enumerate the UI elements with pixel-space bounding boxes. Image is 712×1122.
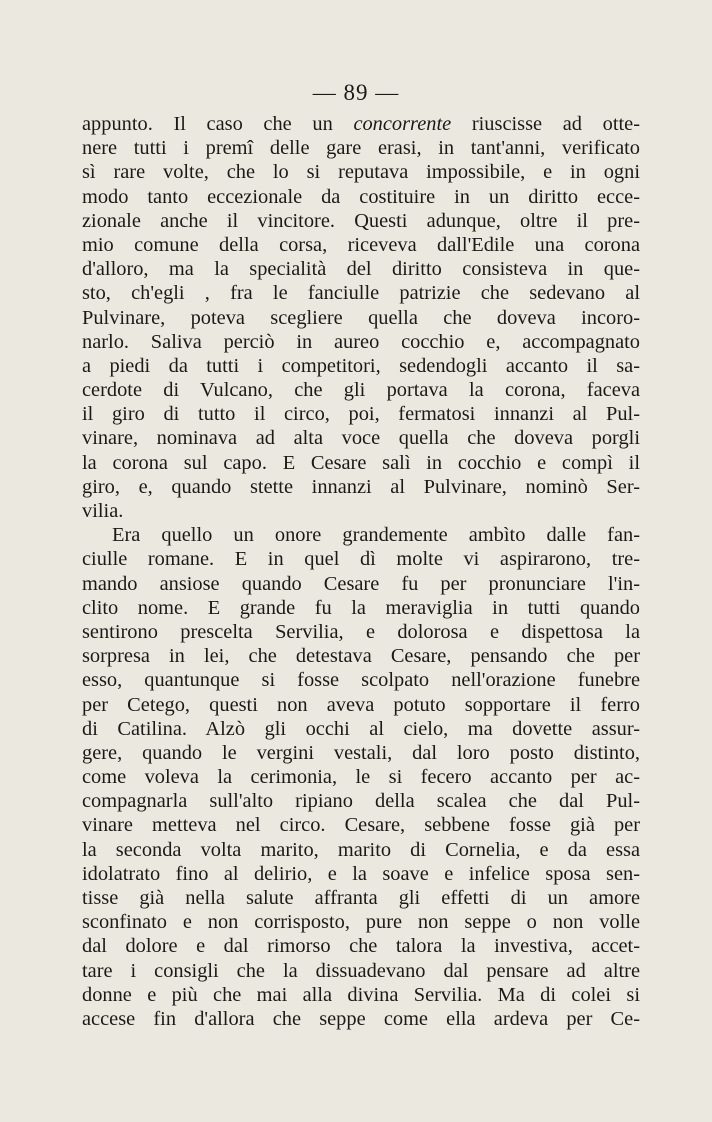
- italic-word: concorrente: [353, 113, 452, 135]
- text-line: sì rare volte, che lo si reputava impossibile, e in ogni: [82, 161, 640, 184]
- text-line: di Catilina. Alzò gli occhi al cielo, ma dovette assur-: [82, 717, 640, 740]
- text-line: [82, 112, 640, 136]
- paragraph: [82, 523, 640, 1031]
- text-line: d'alloro, ma la specialità del diritto consisteva in que-: [82, 258, 640, 281]
- text-segment: riuscisse ad otte-: [451, 113, 640, 135]
- text-line: clito nome. E grande fu la meraviglia in tutti quando: [82, 596, 640, 619]
- text-line: sto, ch'egli , fra le fanciulle patrizie che sedevano al: [82, 282, 640, 305]
- text-line: cerdote di Vulcano, che gli portava la corona, faceva: [82, 379, 640, 402]
- text-line: narlo. Saliva perciò in aureo cocchio e, accompagnato: [82, 330, 640, 353]
- text-line: tisse già nella salute affranta gli effetti di un amore: [82, 887, 640, 909]
- text-line: tare i consigli che la dissuadevano dal pensare ad altre: [82, 959, 640, 982]
- text-line: esso, quantunque si fosse scolpato nell'orazione funebre: [82, 669, 640, 692]
- text-line: accese fin d'allora che seppe come ella ardeva per Ce-: [82, 1007, 640, 1030]
- text-line: vinare, nominava ad alta voce quella che doveva porgli: [82, 427, 640, 450]
- body-text: [82, 112, 640, 1031]
- text-line: compagnarla sull'alto ripiano della scalea che dal Pul-: [82, 790, 640, 813]
- text-line: vilia.: [82, 500, 124, 522]
- text-line: zionale anche il vincitore. Questi adunque, oltre il pre-: [82, 209, 640, 232]
- text-line: vinare metteva nel circo. Cesare, sebbene fosse già per: [82, 814, 640, 837]
- text-line: sorpresa in lei, che detestava Cesare, pensando che per: [82, 645, 640, 668]
- text-line: giro, e, quando stette innanzi al Pulvinare, nominò Ser-: [82, 475, 640, 498]
- text-line: modo tanto eccezionale da costituire in un diritto ecce-: [82, 185, 640, 208]
- page-number: — 89 —: [312, 80, 400, 105]
- text-line: donne e più che mai alla divina Servilia. Ma di colei si: [82, 983, 640, 1006]
- text-line: mio comune della corsa, riceveva dall'Edile una corona: [82, 233, 640, 256]
- text-line: a piedi da tutti i competitori, sedendogli accanto il sa-: [82, 354, 640, 377]
- text-line: la seconda volta marito, marito di Cornelia, e da essa: [82, 838, 640, 861]
- text-line: idolatrato fino al delirio, e la soave e infelice sposa sen-: [82, 862, 640, 885]
- text-line: come voleva la cerimonia, le si fecero accanto per ac-: [82, 766, 640, 789]
- text-line: sconfinato e non corrisposto, pure non seppe o non volle: [82, 911, 640, 934]
- text-segment: appunto. Il caso che un: [82, 113, 354, 135]
- paragraph: [82, 112, 640, 523]
- text-line: nere tutti i premî delle gare erasi, in tant'anni, verificato: [82, 137, 640, 160]
- text-line: sentirono prescelta Servilia, e dolorosa e dispettosa la: [82, 620, 640, 643]
- text-line: dal dolore e dal rimorso che talora la investiva, accet-: [82, 935, 640, 958]
- text-line: per Cetego, questi non aveva potuto sopportare il ferro: [82, 693, 640, 716]
- text-line: mando ansiose quando Cesare fu per pronunciare l'in-: [82, 572, 640, 595]
- text-line: Pulvinare, poteva scegliere quella che doveva incoro-: [82, 306, 640, 329]
- text-line: il giro di tutto il circo, poi, fermatosi innanzi al Pul-: [82, 403, 640, 426]
- text-line: ciulle romane. E in quel dì molte vi aspirarono, tre-: [82, 548, 640, 571]
- text-line: gere, quando le vergini vestali, dal loro posto distinto,: [82, 741, 640, 764]
- text-line: Era quello un onore grandemente ambìto dalle fan-: [112, 524, 640, 547]
- text-line: la corona sul capo. E Cesare salì in cocchio e compì il: [82, 451, 640, 474]
